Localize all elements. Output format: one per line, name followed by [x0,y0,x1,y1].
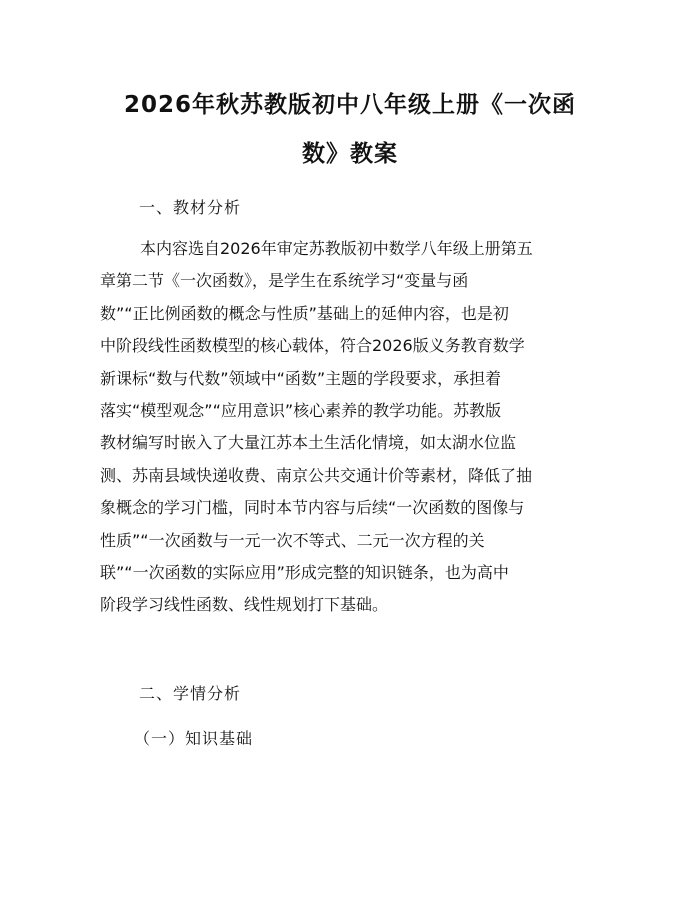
paragraph-line: 测、苏南县域快递收费、南京公共交通计价等素材，降低了抽 [100,465,533,485]
paragraph-line: 中阶段线性函数模型的核心载体，符合2026版义务教育数学 [100,336,525,356]
paragraph-line: 数”“正比例函数的概念与性质”基础上的延伸内容，也是初 [100,303,509,323]
subsection-heading-knowledge-base: （一）知识基础 [134,729,254,748]
paragraph-line: 章第二节《一次函数》，是学生在系统学习“变量与函 [100,271,469,291]
paragraph-line: 联”“一次函数的实际应用”形成完整的知识链条，也为高中 [100,562,509,582]
section-heading-student-analysis: 二、学情分析 [139,684,242,703]
section-heading-textbook-analysis: 一、教材分析 [139,198,242,217]
paragraph-line: 新课标“数与代数”领域中“函数”主题的学段要求，承担着 [100,368,502,388]
paragraph-line: 阶段学习线性函数、线性规划打下基础。 [100,595,389,615]
paragraph-textbook-analysis [100,233,600,622]
document-title-line-1: 2026年秋苏教版初中八年级上册《一次函 [123,92,576,118]
paragraph-line: 本内容选自2026年审定苏教版初中数学八年级上册第五 [140,239,533,258]
document-title-line-2: 数》教案 [302,141,398,167]
paragraph-line: 教材编写时嵌入了大量江苏本土生活化情境，如太湖水位监 [100,433,517,453]
paragraph-line: 性质”“一次函数与一元一次不等式、二元一次方程的关 [100,530,485,550]
paragraph-line: 落实“模型观念”“应用意识”核心素养的教学功能。苏教版 [100,400,502,420]
paragraph-line: 象概念的学习门槛，同时本节内容与后续“一次函数的图像与 [100,498,525,518]
